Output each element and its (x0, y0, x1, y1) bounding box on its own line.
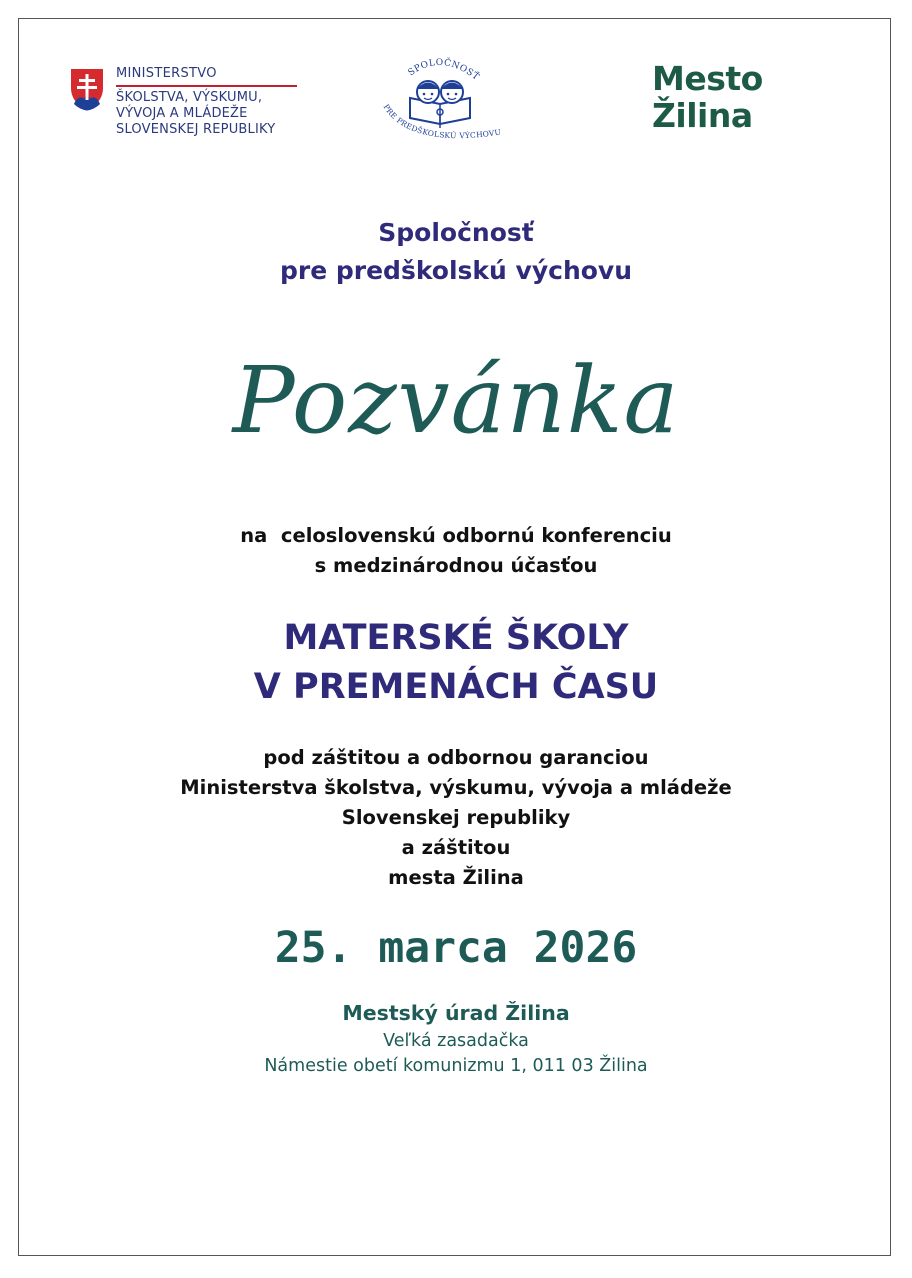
city-logo (652, 60, 763, 134)
conference-title-line-2: V PREMENÁCH ČASU (253, 667, 659, 707)
venue-room: Veľká zasadačka (383, 1031, 529, 1051)
patronage-line-1: pod záštitou a odbornou garanciou (263, 746, 649, 769)
society-name (0, 214, 912, 290)
event-date: 25. marca 2026 (274, 923, 638, 973)
society-name-line-2: pre predškolskú výchovu (279, 256, 633, 285)
patronage-line-4: a záštitou (401, 836, 511, 859)
city-logo-line-1: Mesto (652, 59, 763, 98)
ministry-line-2: ŠKOLSTVA, VÝSKUMU, (116, 90, 263, 105)
patronage-line-5: mesta Žilina (388, 866, 524, 889)
patronage-line-3: Slovenskej republiky (341, 806, 571, 829)
conference-title (0, 614, 912, 712)
society-bottom-text: PRE PREDŠKOLSKÚ VÝCHOVU (381, 102, 502, 141)
society-name-line-1: Spoločnosť (378, 218, 534, 247)
svg-text:SPOLOČNOSŤ (407, 56, 482, 83)
city-logo-line-2: Žilina (652, 96, 753, 135)
society-logo-icon (376, 52, 506, 152)
patronage-line-2: Ministerstva školstva, výskumu, vývoja a mládeže (180, 776, 732, 799)
conference-title-line-1: MATERSKÉ ŠKOLY (283, 618, 629, 658)
patronage (0, 743, 912, 893)
svg-text:PRE PREDŠKOLSKÚ VÝCHOVU (382, 103, 502, 141)
ministry-line-3: VÝVOJA A MLÁDEŽE (116, 106, 248, 121)
invitation-heading: Pozvánka (232, 347, 680, 454)
conference-intro-line-1: na celoslovenskú odbornú konferenciu (240, 524, 672, 547)
ministry-red-rule (116, 85, 297, 87)
society-arc-text: SPOLOČNOSŤ (406, 57, 481, 83)
ministry-logo (68, 66, 308, 146)
ministry-line-1: MINISTERSTVO (116, 66, 217, 81)
slovak-coat-of-arms-icon (68, 66, 106, 114)
conference-intro-line-2: s medzinárodnou účasťou (314, 554, 598, 577)
venue-address: Námestie obetí komunizmu 1, 011 03 Žilina (264, 1056, 648, 1076)
ministry-line-4: SLOVENSKEJ REPUBLIKY (116, 122, 276, 137)
venue-name: Mestský úrad Žilina (342, 1001, 570, 1025)
conference-intro (0, 521, 912, 581)
